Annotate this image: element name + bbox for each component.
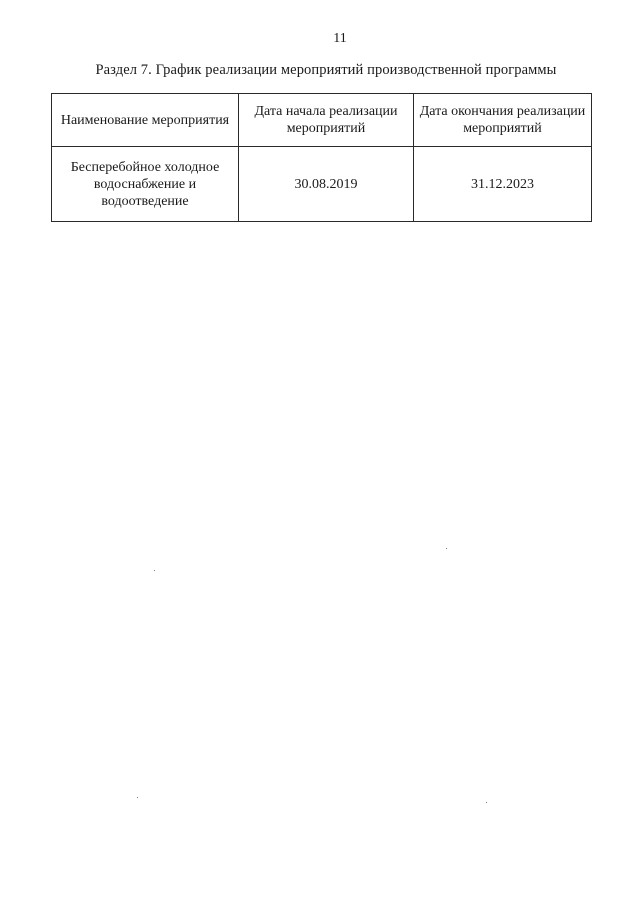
cell-start-date: 30.08.2019 (239, 147, 414, 222)
header-activity-name: Наименование мероприятия (52, 94, 239, 147)
section-title: Раздел 7. График реализации мероприятий производственной программы (95, 62, 557, 78)
schedule-table (51, 93, 592, 222)
table-header-row (52, 94, 592, 147)
scan-speck (486, 802, 487, 803)
table-row (52, 147, 592, 222)
scan-speck (137, 797, 138, 798)
scan-speck (154, 570, 155, 571)
scan-speck (446, 548, 447, 549)
header-start-date: Дата начала реализации мероприятий (239, 94, 414, 147)
cell-activity-name: Бесперебойное холодное водоснабжение и водоотведение (52, 147, 239, 222)
cell-end-date: 31.12.2023 (414, 147, 592, 222)
header-end-date: Дата окончания реализации мероприятий (414, 94, 592, 147)
page-number: 11 (333, 31, 347, 46)
